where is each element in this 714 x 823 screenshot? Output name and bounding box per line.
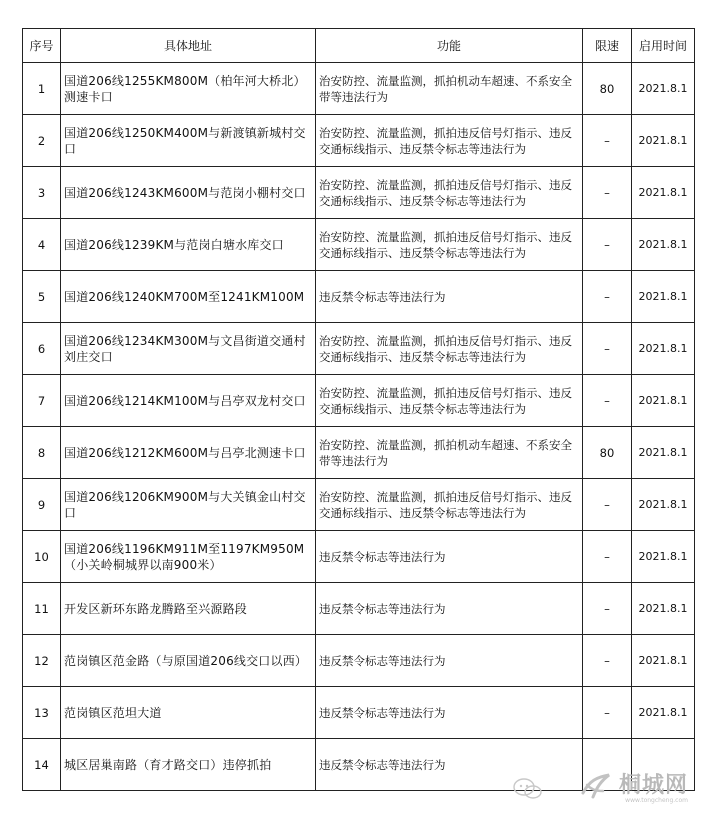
cell-no: 4 (23, 219, 61, 271)
table-row (23, 63, 695, 115)
cell-address: 国道206线1255KM800M（柏年河大桥北）测速卡口 (61, 63, 316, 115)
cell-date: 2021.8.1 (632, 167, 695, 219)
cell-date: 2021.8.1 (632, 583, 695, 635)
cell-no: 14 (23, 739, 61, 791)
cell-speed: – (583, 167, 632, 219)
cell-function: 治安防控、流量监测，抓拍违反信号灯指示、违反交通标线指示、违反禁令标志等违法行为 (316, 479, 583, 531)
cell-speed: – (583, 323, 632, 375)
camera-location-table (22, 28, 695, 791)
tongcheng-logo-icon (579, 771, 613, 801)
table-row (23, 375, 695, 427)
header-function: 功能 (316, 29, 583, 63)
table-row (23, 115, 695, 167)
cell-address: 国道206线1239KM与范岗白塘水库交口 (61, 219, 316, 271)
cell-function: 治安防控、流量监测，抓拍机动车超速、不系安全带等违法行为 (316, 63, 583, 115)
watermark-text: 桐城网 (618, 773, 688, 798)
cell-address: 国道206线1243KM600M与范岗小棚村交口 (61, 167, 316, 219)
wechat-bubble-icon (512, 777, 544, 801)
cell-address: 国道206线1240KM700M至1241KM100M (61, 271, 316, 323)
table-header-row (23, 29, 695, 63)
header-address: 具体地址 (61, 29, 316, 63)
cell-date: 2021.8.1 (632, 375, 695, 427)
cell-address: 国道206线1234KM300M与文昌街道交通村刘庄交口 (61, 323, 316, 375)
cell-function: 治安防控、流量监测，抓拍违反信号灯指示、违反交通标线指示、违反禁令标志等违法行为 (316, 167, 583, 219)
cell-speed: – (583, 583, 632, 635)
cell-function: 治安防控、流量监测，抓拍违反信号灯指示、违反交通标线指示、违反禁令标志等违法行为 (316, 219, 583, 271)
cell-address: 范岗镇区范坦大道 (61, 687, 316, 739)
cell-no: 2 (23, 115, 61, 167)
cell-date: 2021.8.1 (632, 271, 695, 323)
cell-speed: – (583, 375, 632, 427)
cell-no: 7 (23, 375, 61, 427)
cell-speed: – (583, 115, 632, 167)
cell-address: 国道206线1214KM100M与吕亭双龙村交口 (61, 375, 316, 427)
cell-function: 治安防控、流量监测，抓拍违反信号灯指示、违反交通标线指示、违反禁令标志等违法行为 (316, 115, 583, 167)
cell-address: 范岗镇区范金路（与原国道206线交口以西） (61, 635, 316, 687)
cell-no: 12 (23, 635, 61, 687)
watermark-url: www.tongcheng.com (625, 797, 688, 804)
table-row (23, 427, 695, 479)
cell-speed: – (583, 687, 632, 739)
cell-address: 开发区新环东路龙腾路至兴源路段 (61, 583, 316, 635)
table-row (23, 583, 695, 635)
cell-no: 5 (23, 271, 61, 323)
table-row (23, 323, 695, 375)
cell-speed: 80 (583, 63, 632, 115)
cell-no: 9 (23, 479, 61, 531)
cell-date: 2021.8.1 (632, 531, 695, 583)
cell-address: 城区居巢南路（育才路交口）违停抓拍 (61, 739, 316, 791)
site-watermark (579, 771, 688, 804)
table-row (23, 271, 695, 323)
cell-date: 2021.8.1 (632, 427, 695, 479)
table-row (23, 635, 695, 687)
cell-date: 2021.8.1 (632, 479, 695, 531)
cell-date: 2021.8.1 (632, 219, 695, 271)
cell-function: 违反禁令标志等违法行为 (316, 687, 583, 739)
cell-address: 国道206线1212KM600M与吕亭北测速卡口 (61, 427, 316, 479)
cell-no: 10 (23, 531, 61, 583)
table-row (23, 531, 695, 583)
cell-no: 1 (23, 63, 61, 115)
cell-no: 13 (23, 687, 61, 739)
cell-speed: 80 (583, 427, 632, 479)
cell-address: 国道206线1250KM400M与新渡镇新城村交口 (61, 115, 316, 167)
cell-function: 违反禁令标志等违法行为 (316, 271, 583, 323)
cell-address: 国道206线1196KM911M至1197KM950M（小关岭桐城界以南900米） (61, 531, 316, 583)
cell-function: 违反禁令标志等违法行为 (316, 531, 583, 583)
cell-no: 6 (23, 323, 61, 375)
cell-no: 11 (23, 583, 61, 635)
cell-date: 2021.8.1 (632, 323, 695, 375)
header-date: 启用时间 (632, 29, 695, 63)
cell-address: 国道206线1206KM900M与大关镇金山村交口 (61, 479, 316, 531)
cell-speed: – (583, 271, 632, 323)
table-row (23, 687, 695, 739)
cell-no: 3 (23, 167, 61, 219)
cell-date: 2021.8.1 (632, 115, 695, 167)
table-row (23, 167, 695, 219)
header-no: 序号 (23, 29, 61, 63)
cell-speed: – (583, 531, 632, 583)
table-row (23, 219, 695, 271)
header-speed: 限速 (583, 29, 632, 63)
cell-speed: – (583, 479, 632, 531)
table-row (23, 479, 695, 531)
cell-speed: – (583, 219, 632, 271)
cell-date: 2021.8.1 (632, 687, 695, 739)
cell-function: 违反禁令标志等违法行为 (316, 583, 583, 635)
cell-function: 治安防控、流量监测，抓拍机动车超速、不系安全带等违法行为 (316, 427, 583, 479)
cell-speed: – (583, 635, 632, 687)
cell-date: 2021.8.1 (632, 635, 695, 687)
cell-function: 治安防控、流量监测，抓拍违反信号灯指示、违反交通标线指示、违反禁令标志等违法行为 (316, 323, 583, 375)
cell-function: 违反禁令标志等违法行为 (316, 739, 583, 791)
cell-no: 8 (23, 427, 61, 479)
cell-date: 2021.8.1 (632, 63, 695, 115)
cell-function: 治安防控、流量监测，抓拍违反信号灯指示、违反交通标线指示、违反禁令标志等违法行为 (316, 375, 583, 427)
cell-function: 违反禁令标志等违法行为 (316, 635, 583, 687)
